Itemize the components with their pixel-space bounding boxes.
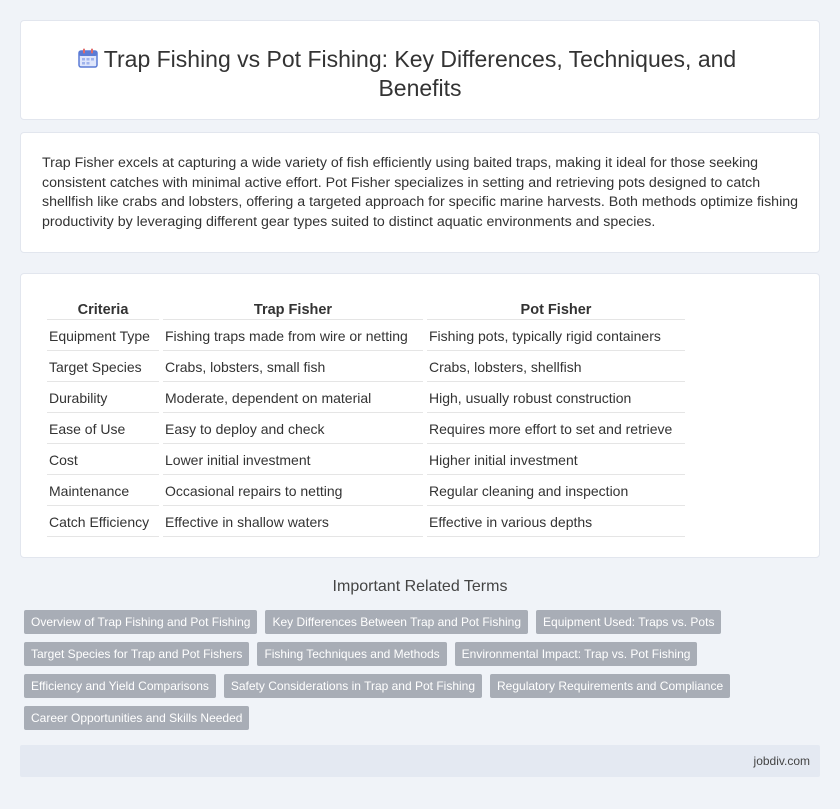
table-cell: Equipment Type <box>47 322 159 351</box>
tag-row <box>24 674 814 698</box>
related-term-tag[interactable]: Overview of Trap Fishing and Pot Fishing <box>24 610 257 634</box>
table-cell: Durability <box>47 384 159 413</box>
intro-card <box>20 132 820 253</box>
table-row <box>47 353 685 382</box>
table-header-row <box>47 296 685 320</box>
header-card <box>20 20 820 120</box>
table-row <box>47 446 685 475</box>
related-term-tag[interactable]: Target Species for Trap and Pot Fishers <box>24 642 249 666</box>
table-cell: Easy to deploy and check <box>163 415 423 444</box>
table-cell: Regular cleaning and inspection <box>427 477 685 506</box>
column-header-trap-fisher: Trap Fisher <box>163 296 423 320</box>
table-row <box>47 322 685 351</box>
table-cell: Target Species <box>47 353 159 382</box>
table-cell: Requires more effort to set and retrieve <box>427 415 685 444</box>
related-term-tag[interactable]: Regulatory Requirements and Compliance <box>490 674 730 698</box>
table-cell: Fishing pots, typically rigid containers <box>427 322 685 351</box>
related-term-tag[interactable]: Fishing Techniques and Methods <box>257 642 446 666</box>
footer-site-link[interactable]: jobdiv.com <box>753 754 810 768</box>
related-term-tag[interactable]: Efficiency and Yield Comparisons <box>24 674 216 698</box>
table-cell: Cost <box>47 446 159 475</box>
intro-text: Trap Fisher excels at capturing a wide variety of fish efficiently using baited traps, making it ideal for those seeking consistent catches with minimal active effort. Pot Fisher specializes in setting and retrieving pots designed to catch shellfish like crabs and lobsters, offering a targeted approach for specific marine harvests. Both methods optimize fishing productivity by leveraging different gear types suited to distinct aquatic environments and species. <box>42 155 799 230</box>
table-cell: Occasional repairs to netting <box>163 477 423 506</box>
table-cell: Ease of Use <box>47 415 159 444</box>
related-term-tag[interactable]: Environmental Impact: Trap vs. Pot Fishing <box>455 642 698 666</box>
page-title: Trap Fishing vs Pot Fishing: Key Differences, Techniques, and Benefits <box>103 46 737 101</box>
related-term-tag[interactable]: Key Differences Between Trap and Pot Fishing <box>265 610 528 634</box>
column-header-criteria: Criteria <box>47 296 159 320</box>
tag-row <box>24 642 814 666</box>
related-terms-title: Important Related Terms <box>332 578 508 595</box>
table-cell: Moderate, dependent on material <box>163 384 423 413</box>
table-row <box>47 477 685 506</box>
table-cell: High, usually robust construction <box>427 384 685 413</box>
table-cell: Lower initial investment <box>163 446 423 475</box>
table-cell: Effective in shallow waters <box>163 508 423 537</box>
table-row <box>47 508 685 537</box>
comparison-table <box>43 294 689 539</box>
column-header-pot-fisher: Pot Fisher <box>427 296 685 320</box>
related-terms-list <box>24 610 814 738</box>
table-cell: Crabs, lobsters, small fish <box>163 353 423 382</box>
related-term-tag[interactable]: Equipment Used: Traps vs. Pots <box>536 610 721 634</box>
table-cell: Effective in various depths <box>427 508 685 537</box>
related-term-tag[interactable]: Career Opportunities and Skills Needed <box>24 706 249 730</box>
tag-row <box>24 706 814 730</box>
table-row <box>47 384 685 413</box>
table-cell: Maintenance <box>47 477 159 506</box>
table-cell: Higher initial investment <box>427 446 685 475</box>
footer <box>20 745 820 777</box>
table-cell: Catch Efficiency <box>47 508 159 537</box>
related-term-tag[interactable]: Safety Considerations in Trap and Pot Fishing <box>224 674 482 698</box>
comparison-card <box>20 273 820 558</box>
table-cell: Fishing traps made from wire or netting <box>163 322 423 351</box>
tag-row <box>24 610 814 634</box>
table-row <box>47 415 685 444</box>
table-cell: Crabs, lobsters, shellfish <box>427 353 685 382</box>
